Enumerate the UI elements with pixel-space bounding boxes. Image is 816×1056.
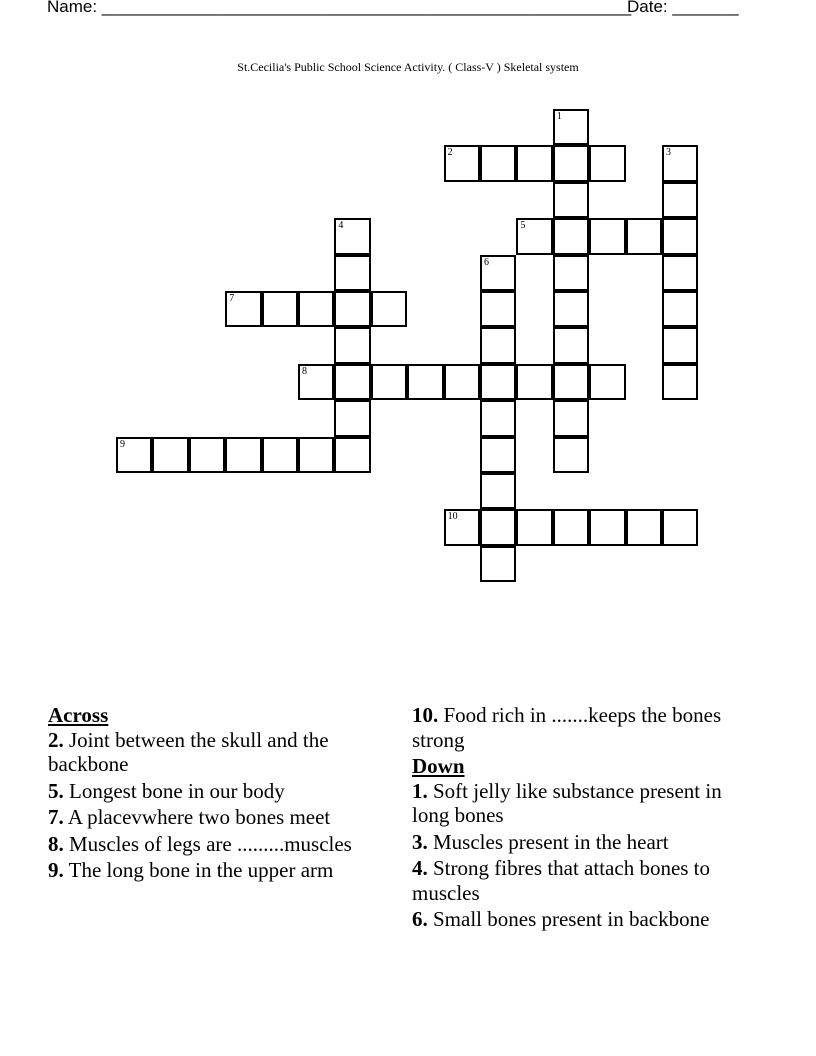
grid-cell[interactable] [662, 364, 698, 400]
grid-cell[interactable] [662, 145, 698, 181]
grid-cell[interactable] [662, 327, 698, 363]
grid-cell[interactable] [480, 546, 516, 582]
grid-cell[interactable] [444, 364, 480, 400]
grid-cell[interactable] [152, 437, 188, 473]
clue-text: A placevwhere two bones meet [67, 805, 331, 829]
clue-text: Longest bone in our body [69, 778, 285, 803]
grid-cell[interactable] [480, 327, 516, 363]
clue-number: 5 [520, 220, 526, 232]
grid-cell[interactable] [662, 509, 698, 545]
clue [48, 728, 398, 777]
grid-cell[interactable] [662, 182, 698, 218]
clue-number: 1 [556, 111, 562, 122]
grid-cell[interactable] [480, 145, 516, 181]
grid-cell[interactable] [516, 218, 552, 254]
clue-text: Strong fibres that attach bones to muscles [412, 856, 711, 905]
across-heading: Across [48, 703, 109, 727]
clue-num: 10. [412, 703, 439, 727]
grid-cell[interactable] [662, 291, 698, 327]
grid-cell[interactable] [334, 327, 370, 363]
grid-cell[interactable] [553, 255, 589, 291]
clue [48, 858, 398, 883]
grid-cell[interactable] [334, 255, 370, 291]
clue [48, 832, 398, 857]
name-field[interactable]: Name: ________________________________________________________ [47, 0, 632, 16]
clue [412, 907, 762, 932]
grid-cell[interactable] [371, 291, 407, 327]
clue-text: Small bones present in backbone [433, 907, 710, 931]
grid-cell[interactable] [662, 218, 698, 254]
grid-cell[interactable] [553, 509, 589, 545]
grid-cell[interactable] [225, 437, 261, 473]
grid-cell[interactable] [589, 218, 625, 254]
grid-cell[interactable] [298, 437, 334, 473]
grid-cell[interactable] [444, 509, 480, 545]
grid-cell[interactable] [516, 509, 552, 545]
clue [412, 779, 762, 828]
grid-cell[interactable] [553, 327, 589, 363]
grid-cell[interactable] [480, 400, 516, 436]
clue-number: 7 [229, 293, 235, 304]
grid-cell[interactable] [553, 437, 589, 473]
grid-cell[interactable] [626, 218, 662, 254]
grid-cell[interactable] [444, 145, 480, 181]
grid-cell[interactable] [262, 291, 298, 327]
grid-cell[interactable] [480, 509, 516, 545]
clue-number: 3 [666, 147, 671, 159]
grid-cell[interactable] [553, 182, 589, 218]
grid-cell[interactable] [480, 255, 516, 291]
clue-text: Muscles of legs are .........muscles [69, 831, 352, 856]
down-heading: Down [412, 754, 465, 778]
grid-cell[interactable] [589, 509, 625, 545]
clue-num: 7. [48, 805, 64, 829]
grid-cell[interactable] [480, 291, 516, 327]
grid-cell[interactable] [553, 145, 589, 181]
clue-number: 6 [484, 256, 489, 268]
clue-num: 4. [412, 856, 428, 880]
clue-num: 5. [48, 778, 64, 803]
grid-cell[interactable] [553, 291, 589, 327]
clue-number: 2 [447, 147, 453, 159]
grid-cell[interactable] [334, 218, 370, 254]
clue [412, 830, 762, 855]
grid-cell[interactable] [480, 437, 516, 473]
grid-cell[interactable] [262, 437, 298, 473]
grid-cell[interactable] [553, 218, 589, 254]
across-clues [48, 703, 398, 885]
grid-cell[interactable] [334, 437, 370, 473]
grid-cell[interactable] [116, 437, 152, 473]
grid-cell[interactable] [225, 291, 261, 327]
grid-cell[interactable] [298, 291, 334, 327]
clue [48, 805, 398, 830]
grid-cell[interactable] [298, 364, 334, 400]
clue-text: Muscles present in the heart [433, 829, 669, 854]
grid-cell[interactable] [553, 364, 589, 400]
clue-number: 8 [302, 365, 307, 377]
grid-cell[interactable] [334, 400, 370, 436]
clue [412, 703, 762, 752]
clue-number: 10 [447, 511, 458, 523]
grid-cell[interactable] [589, 364, 625, 400]
clue-num: 8. [48, 831, 64, 856]
grid-cell[interactable] [516, 145, 552, 181]
grid-cell[interactable] [626, 509, 662, 545]
clue-num: 2. [48, 727, 64, 752]
grid-cell[interactable] [480, 473, 516, 509]
clue-num: 6. [412, 907, 428, 931]
clue-number: 4 [338, 220, 344, 232]
clue-number: 9 [120, 438, 125, 450]
grid-cell[interactable] [189, 437, 225, 473]
grid-cell[interactable] [589, 145, 625, 181]
grid-cell[interactable] [371, 364, 407, 400]
clue-num: 3. [412, 829, 428, 854]
grid-cell[interactable] [480, 364, 516, 400]
grid-cell[interactable] [334, 364, 370, 400]
clue-num: 9. [48, 858, 64, 882]
grid-cell[interactable] [553, 109, 589, 145]
grid-cell[interactable] [407, 364, 443, 400]
date-field[interactable]: Date: _______ [627, 0, 739, 16]
down-clues-column [412, 703, 762, 934]
clue-text: Food rich in .......keeps the bones strong [412, 703, 722, 752]
grid-cell[interactable] [334, 291, 370, 327]
grid-cell[interactable] [662, 255, 698, 291]
worksheet-title: St.Cecilia's Public School Science Activity. ( Class-V ) Skeletal system [237, 60, 579, 74]
clue-num: 1. [412, 778, 428, 803]
clue-text: Soft jelly like substance present in long bones [412, 778, 722, 827]
clue [412, 856, 762, 905]
clue-text: Joint between the skull and the backbone [48, 727, 329, 776]
clue [48, 779, 398, 804]
grid-cell[interactable] [553, 400, 589, 436]
clue-text: The long bone in the upper arm [68, 858, 334, 882]
grid-cell[interactable] [516, 364, 552, 400]
